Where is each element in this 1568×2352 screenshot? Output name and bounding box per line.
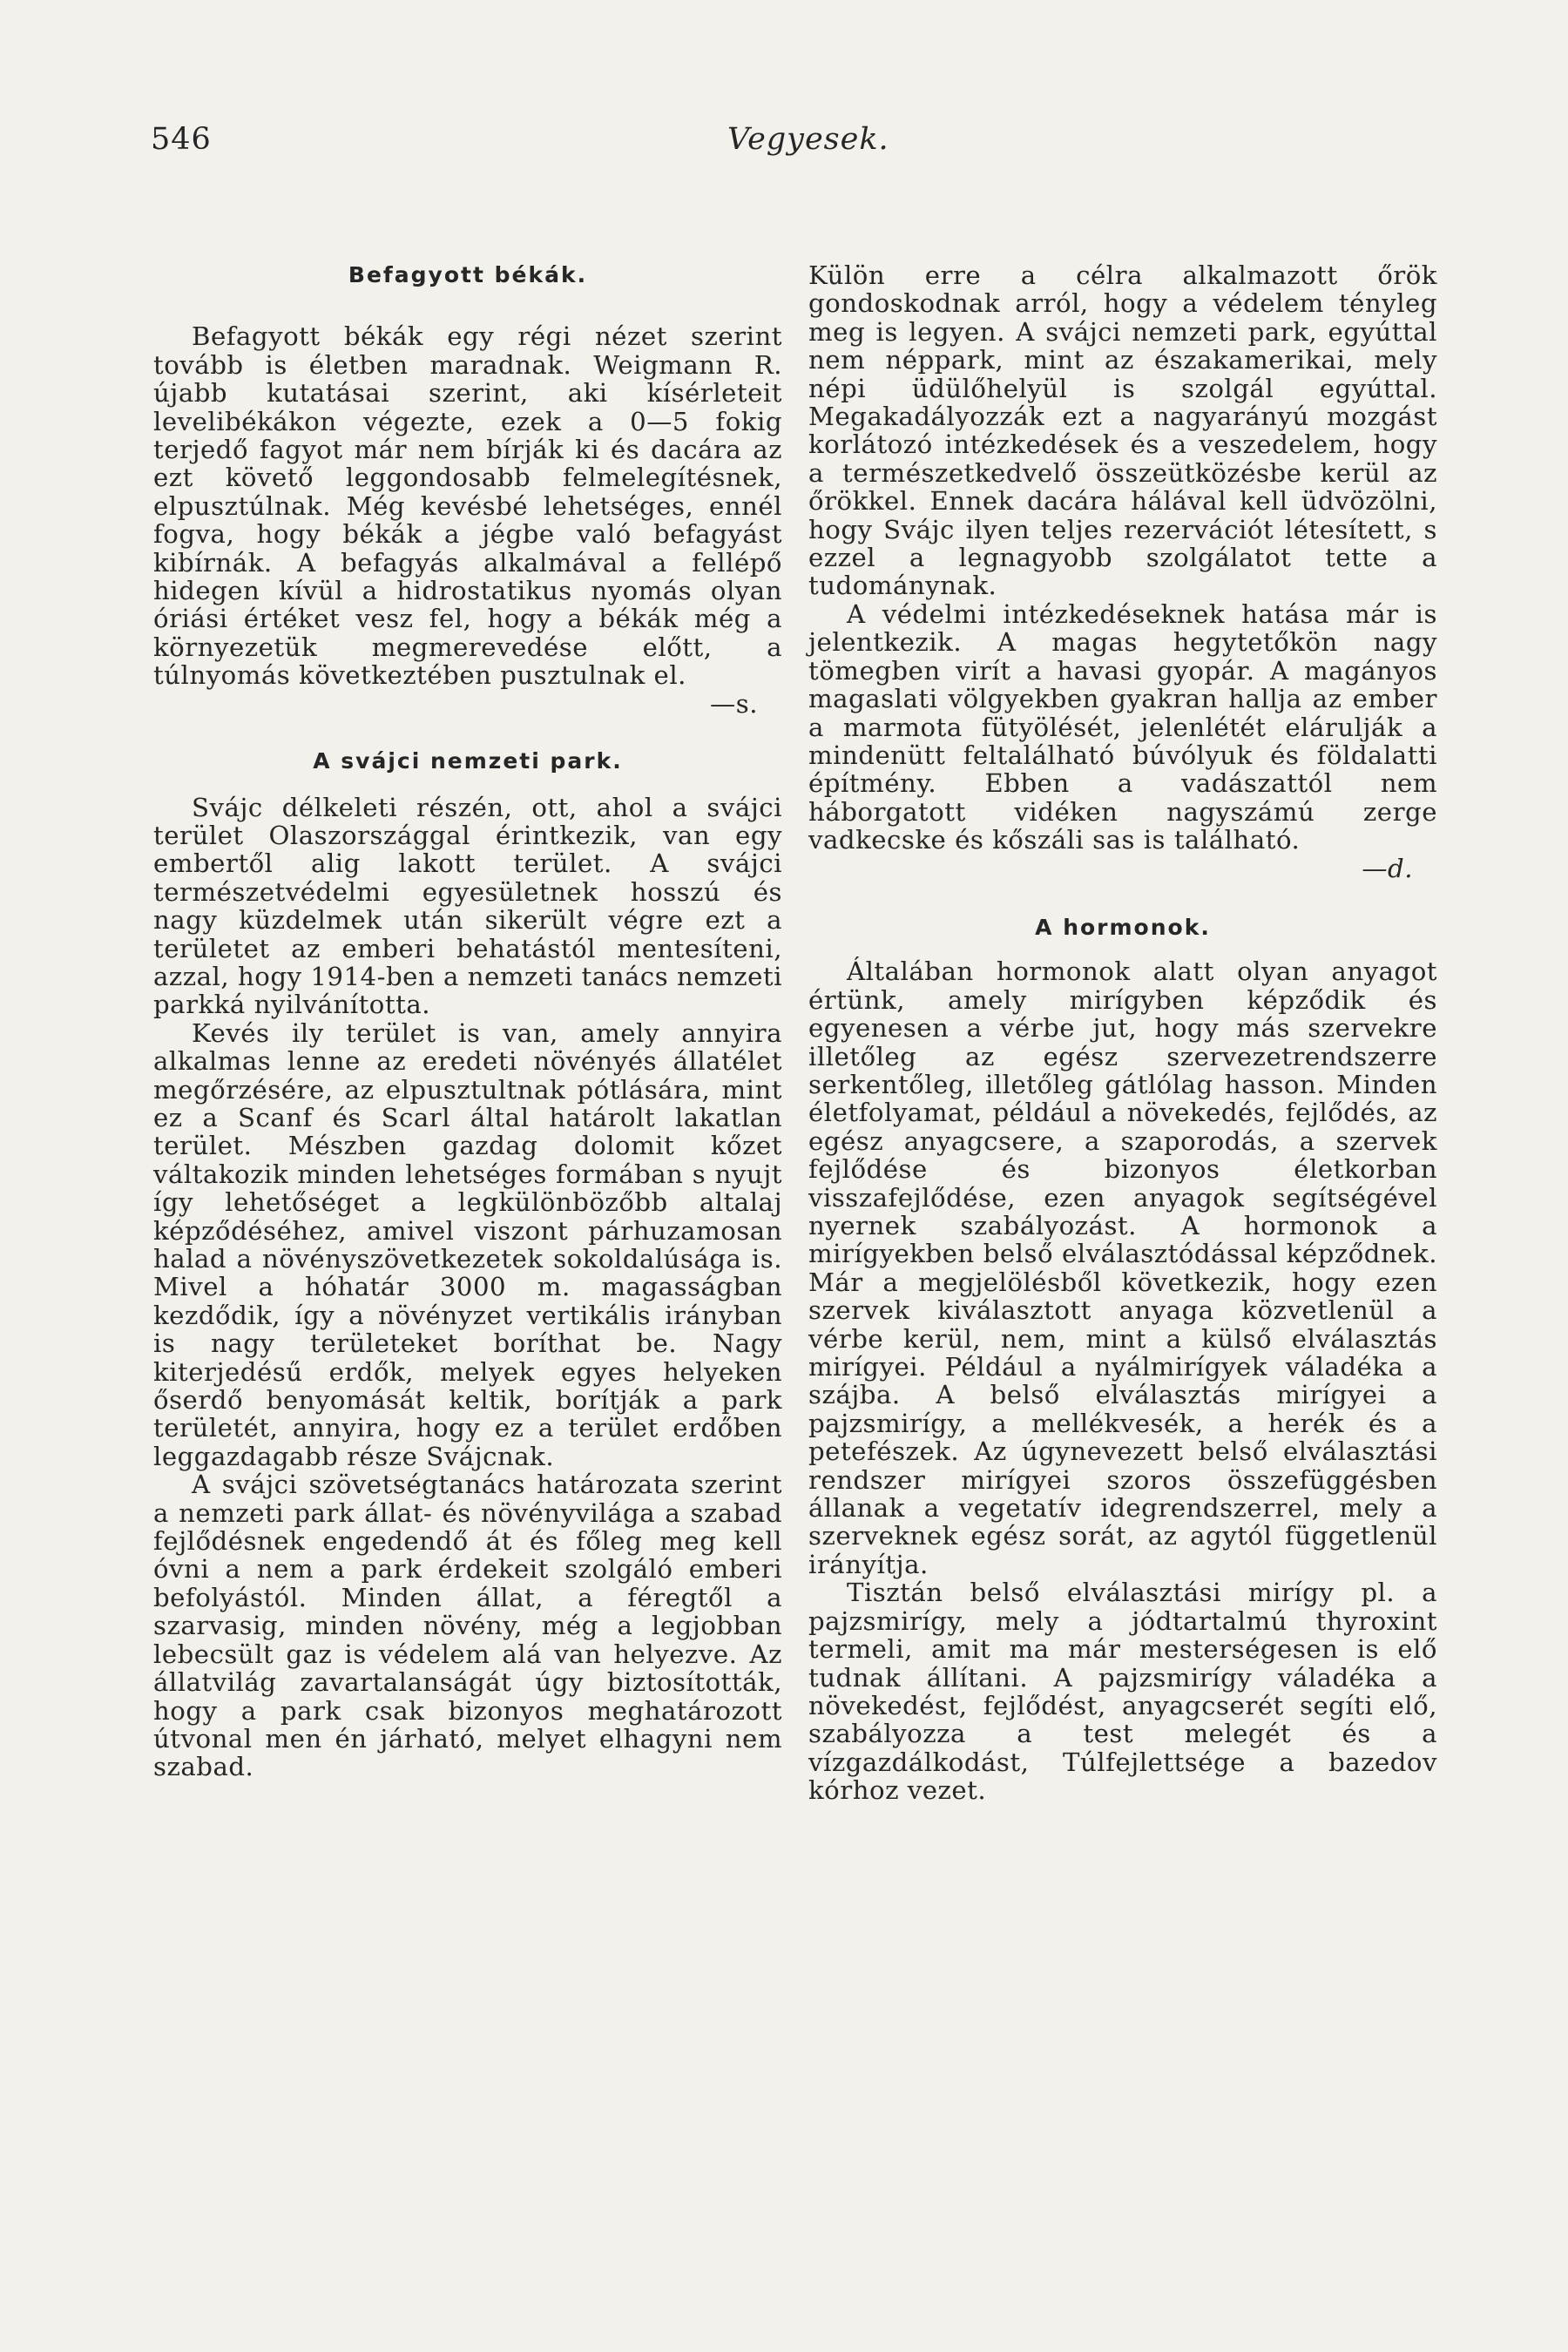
hormones-paragraph-1: Általában hormonok alatt olyan anyagot értünk, amely mirígyben képződik és egyenesen a vérbe jut, hogy más szervekre illetőleg az egész szervezetrendszerre serkentőleg, illetőleg gátlólag hasson. Minden életfolyamat, például a növekedés, fejlődés, az egész anyagcsere, a szaporodás, a szervek fejlődése és bizonyos életkorban visszafejlődése, ezen anyagok segítségével nyernek szabályozást. A hormonok a mirígyekben belső elválasztódással képződnek. Már a megjelölésből következik, hogy ezen szervek kiválasztott anyaga közvetlenül a vérbe kerül, nem, mint a külső elválasztás mirígyei. Például a nyálmirígyek váladéka a szájba. A belső elválasztás mirígyei a pajzsmirígy, a mellékvesék, a herék és a petefészek. Az úgynevezett belső elválasztási rendszer mirígyei szoros összefüggésben állanak a vegetatív idegrendszerrel, mely a szerveknek egész sorát, az agytól függetlenül irányítja. — [808, 956, 1437, 1579]
article-title-hormones: A hormonok. — [1035, 914, 1211, 940]
frozen-frogs-signature-row — [153, 690, 782, 718]
swiss-park-signature: —d. — [1362, 853, 1413, 883]
article-title-swiss-park: A svájci nemzeti park. — [313, 748, 623, 774]
swiss-park-paragraph-5: A védelmi intézkedéseknek hatása már is jelentkezik. A magas hegytetőkön nagy tömegben virít a havasi gyopár. A magányos magaslati völgyekben gyakran hallja az ember a marmota fütyölését, jelenlétét elárulják a mindenütt feltalálható búvólyuk és földalatti építmény. Ebben a vadászattól nem háborgatott vidéken nagyszámú zerge vadkecske és kőszáli sas is található. — [808, 598, 1437, 855]
page-number: 546 — [151, 122, 212, 157]
frozen-frogs-signature: —s. — [710, 688, 758, 719]
left-column — [153, 261, 782, 1781]
swiss-park-paragraph-4: Külön erre a célra alkalmazott őrök gondoskodnak arról, hogy a védelem tényleg meg is legyen. A svájci nemzeti park, egyúttal nem néppark, mint az északamerikai, mely népi üdülőhelyül is szolgál egyúttal. Megakadályozzák ezt a nagyarányú mozgást korlátozó intézkedések és a veszedelem, hogy a természetkedvelő összeütközésbe kerül az őrökkel. Ennek dacára hálával kell üdvözölni, hogy Svájc ilyen teljes rezervációt létesített, s ezzel a legnagyobb szolgálatot tette a tudománynak. — [808, 260, 1437, 601]
swiss-park-paragraph-1: Svájc délkeleti részén, ott, ahol a svájci terület Olaszországgal érintkezik, van egy embertől alig lakott terület. A svájci természetvédelmi egyesületnek hosszú és nagy küzdelmek után sikerült végre ezt a területet az emberi behatástól mentesíteni, azzal, hogy 1914-ben a nemzeti tanács nemzeti parkká nyilvánította. — [153, 792, 782, 1020]
hormones-paragraph-2: Tisztán belső elválasztási mirígy pl. a pajzsmirígy, mely a jódtartalmú thyroxint termeli, amit ma már mesterségesen is elő tudnak állítani. A pajzsmirígy váladéka a növekedést, fejlődést, anyagcserét segíti elő, szabályozza a test melegét és a vízgazdálkodást, Túlfejlettsége a bazedov kórhoz vezet. — [808, 1578, 1437, 1806]
article-title-frozen-frogs: Befagyott békák. — [348, 262, 588, 287]
running-title: Vegyesek. — [727, 122, 889, 157]
swiss-park-signature-row — [808, 855, 1437, 882]
right-column — [808, 261, 1437, 1805]
frozen-frogs-body: Befagyott békák egy régi nézet szerint tovább is életben maradnak. Weigmann R. újabb kutatásai szerint, aki kísérleteit levelibékákon végezte, ezek a 0—5 fokig terjedő fagyot már nem bírják ki és dacára az ezt követő leggondosabb felmelegítésnek, elpusztúlnak. Még kevésbé lehetséges, ennél fogva, hogy békák a jégbe való befagyást kibírnák. A befagyás alkalmával a fellépő hidegen kívül a hidrostatikus nyomás olyan óriási értéket vesz fel, hogy a békák még a környezetük megmerevedése előtt, a túlnyomás következtében pusztulnak el. — [153, 321, 782, 691]
swiss-park-paragraph-2: Kevés ily terület is van, amely annyira alkalmas lenne az eredeti növényés állatélet megőrzésére, az elpusztultnak pótlására, mint ez a Scanf és Scarl által határolt lakatlan terület. Mészben gazdag dolomit kőzet váltakozik minden lehetséges formában s nyujt így lehetőséget a legkülönbözőbb altalaj képződéséhez, amivel viszont párhuzamosan halad a növényszövetkezetek sokoldalúsága is. Mivel a hóhatár 3000 m. magasságban kezdődik, így a növényzet vertikális irányban is nagy területeket boríthat be. Nagy kiterjedésű erdők, melyek egyes helyeken őserdő benyomását keltik, borítják a park területét, annyira, hogy ez a terület erdőben leggazdagabb része Svájcnak. — [153, 1017, 782, 1471]
swiss-park-paragraph-3: A svájci szövetségtanács határozata szerint a nemzeti park állat- és növényvilága a szabad fejlődésnek engedendő át és főleg meg kell óvni a nem a park érdekeit szolgáló emberi befolyástól. Minden állat, a féregtől a szarvasig, minden növény, még a legjobban lebecsült gaz is védelem alá van helyezve. Az állatvilág zavartalanságát úgy biztosították, hogy a park csak bizonyos meghatározott útvonal men én járható, melyet elhagyni nem szabad. — [153, 1470, 782, 1782]
